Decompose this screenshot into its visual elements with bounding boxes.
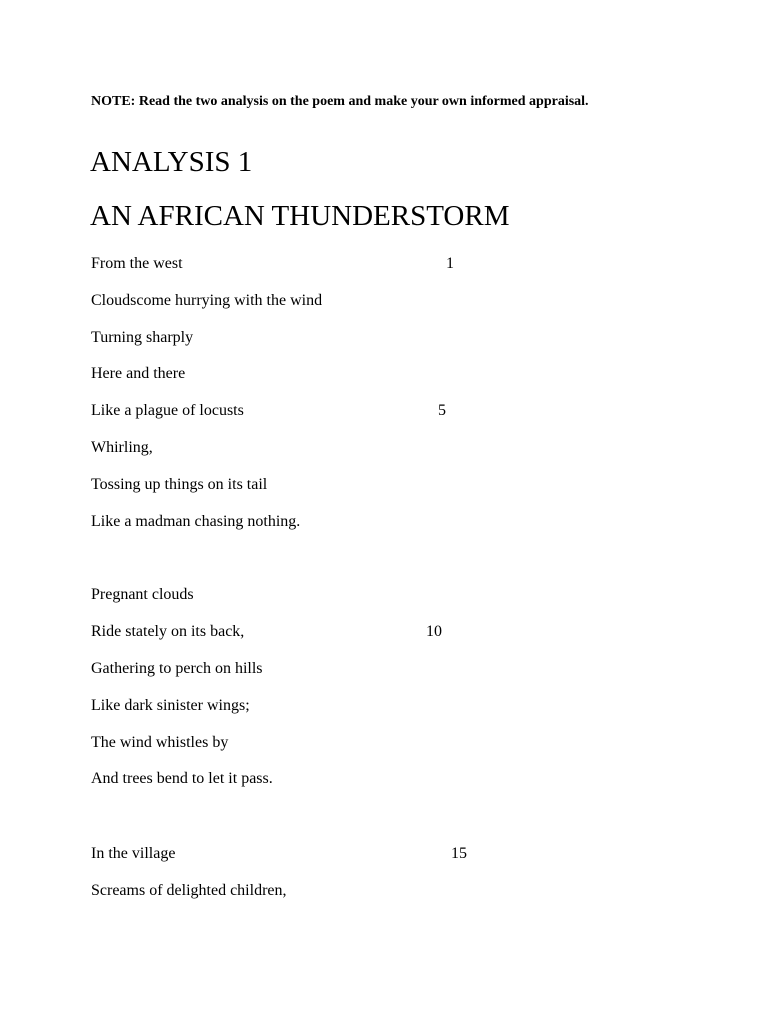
- poem-line: Gathering to perch on hills: [91, 660, 263, 677]
- note-text: NOTE: Read the two analysis on the poem and make your own informed appraisal.: [91, 94, 589, 109]
- poem-line: Cloudscome hurrying with the wind: [91, 292, 323, 309]
- poem-line: Tossing up things on its tail: [91, 476, 268, 493]
- poem-line: Screams of delighted children,: [91, 882, 287, 899]
- poem-line: Turning sharply: [91, 329, 194, 346]
- poem-line: Here and there: [91, 365, 186, 382]
- poem-line: Pregnant clouds: [91, 586, 194, 603]
- line-number: 15: [451, 845, 467, 862]
- poem-line: In the village: [91, 845, 176, 862]
- poem-line: Like a madman chasing nothing.: [91, 513, 301, 530]
- line-number: 5: [438, 402, 446, 419]
- line-number: 10: [426, 623, 442, 640]
- poem-line: And trees bend to let it pass.: [91, 770, 273, 787]
- poem-line: Like dark sinister wings;: [91, 697, 250, 714]
- poem-line: Whirling,: [91, 439, 153, 456]
- poem-line: The wind whistles by: [91, 734, 229, 751]
- poem-line: Like a plague of locusts: [91, 402, 244, 419]
- poem-title: AN AFRICAN THUNDERSTORM: [90, 200, 510, 232]
- line-number: 1: [446, 255, 454, 272]
- poem-line: Ride stately on its back,: [91, 623, 245, 640]
- poem-line: From the west: [91, 255, 183, 272]
- analysis-heading: ANALYSIS 1: [90, 146, 253, 178]
